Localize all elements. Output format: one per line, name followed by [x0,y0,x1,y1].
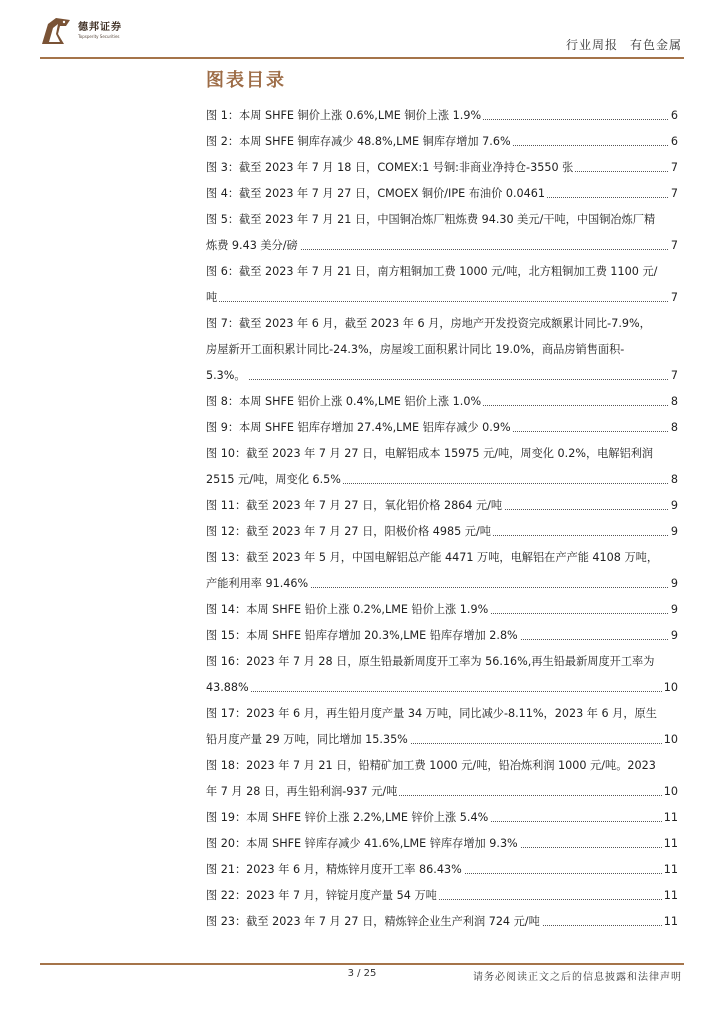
toc-entry-line [206,103,678,129]
toc-entry-text: 图 18：2023 年 7 月 21 日，铅精矿加工费 1000 元/吨，铅冶炼利润 1000 元/吨。2023 [206,759,656,772]
header-divider [40,57,684,59]
toc-entry-text: 图 23：截至 2023 年 7 月 27 日，精炼锌企业生产利润 724 元/吨 [206,915,540,928]
logo-english-name: Topsperity Securities [78,34,120,39]
toc-entry-text: 5.3%。 [206,369,246,382]
toc-entry-text: 铅月度产量 29 万吨，同比增加 15.35% [206,733,408,746]
footer-divider [40,963,684,965]
toc-entry-page: 7 [669,363,678,389]
toc-entry-text: 图 8：本周 SHFE 铝价上涨 0.4%,LME 铝价上涨 1.0% [206,395,482,408]
toc-entry-line [206,519,678,545]
toc-entry-text: 图 14：本周 SHFE 铅价上涨 0.2%,LME 铅价上涨 1.9% [206,603,489,616]
toc-entry-line [206,753,678,779]
toc-entry-page: 9 [669,597,678,623]
toc-entry-text: 图 17：2023 年 6 月，再生铅月度产量 34 万吨，同比减少-8.11%，2023 年 6 月，原生 [206,707,657,720]
toc-entry-text: 图 3：截至 2023 年 7 月 18 日，COMEX:1 号铜:非商业净持仓-3550 张 [206,161,574,174]
toc-entry-page: 8 [669,389,678,415]
toc-entry-text: 产能利用率 91.46% [206,577,309,590]
toc-entry-text: 图 2：本周 SHFE 铜库存减少 48.8%,LME 铜库存增加 7.6% [206,135,511,148]
toc-entry-text: 图 12：截至 2023 年 7 月 27 日，阳极价格 4985 元/吨 [206,525,491,538]
toc-entry-line [206,493,678,519]
toc-entry-line [206,129,678,155]
toc-entry-text: 房屋新开工面积累计同比-24.3%，房屋竣工面积累计同比 19.0%，商品房销售面积- [206,343,625,356]
toc-entry-page: 7 [669,181,678,207]
toc-entry-text: 图 5：截至 2023 年 7 月 21 日，中国铜冶炼厂粗炼费 94.30 美元/干吨，中国铜冶炼厂精 [206,213,656,226]
toc-entry-line [206,727,678,753]
page-header [0,0,724,60]
toc-entry-text: 图 19：本周 SHFE 锌价上涨 2.2%,LME 锌价上涨 5.4% [206,811,489,824]
report-category: 行业周报 [565,38,618,52]
toc-entry-text: 图 9：本周 SHFE 铝库存增加 27.4%,LME 铝库存减少 0.9% [206,421,511,434]
toc-entry-text: 炼费 9.43 美分/磅 [206,239,298,252]
toc-entry-line [206,545,678,571]
toc-entry-text: 图 20：本周 SHFE 锌库存减少 41.6%,LME 锌库存增加 9.3% [206,837,518,850]
toc-entry-page: 6 [669,129,678,155]
toc-entry-page: 8 [669,467,678,493]
toc-entry-line [206,233,678,259]
toc-entry-page: 7 [669,155,678,181]
toc-entry-page: 6 [669,103,678,129]
toc-entry-line [206,311,678,337]
toc-entry-text: 图 13：截至 2023 年 5 月，中国电解铝总产能 4471 万吨，电解铝在产产能 4108 万吨， [206,551,659,564]
toc-entry-text: 2515 元/吨，周变化 6.5% [206,473,341,486]
toc-entry-line [206,207,678,233]
toc-entry-page: 11 [662,857,678,883]
toc-entry-page: 11 [662,909,678,935]
toc-entry-line [206,363,678,389]
logo-chinese-name: 德邦证券 [78,22,122,33]
company-logo [40,16,122,46]
toc-entry-line [206,467,678,493]
horse-logo-icon [40,16,74,46]
toc-entry-page: 9 [669,493,678,519]
toc-entry-line [206,441,678,467]
toc-entry-text: 年 7 月 28 日，再生铅利润-937 元/吨 [206,785,398,798]
toc-entry-line [206,181,678,207]
header-labels [554,36,682,53]
toc-entry-text: 图 1：本周 SHFE 铜价上涨 0.6%,LME 铜价上涨 1.9% [206,109,482,122]
toc-entry-page: 9 [669,571,678,597]
toc-entry-line [206,337,678,363]
toc-entry-line [206,779,678,805]
table-of-contents [206,103,678,935]
toc-entry-page: 10 [662,727,678,753]
toc-entry-page: 8 [669,415,678,441]
toc-entry-line [206,805,678,831]
toc-entry-line [206,883,678,909]
toc-entry-line [206,909,678,935]
toc-entry-text: 图 11：截至 2023 年 7 月 27 日，氧化铝价格 2864 元/吨 [206,499,503,512]
toc-entry-line [206,597,678,623]
toc-entry-text: 图 6：截至 2023 年 7 月 21 日，南方粗铜加工费 1000 元/吨，北方粗铜加工费 1100 元/ [206,265,658,278]
toc-entry-text: 图 16：2023 年 7 月 28 日，原生铅最新周度开工率为 56.16%,再生铅最新周度开工率为 [206,655,655,668]
toc-entry-line [206,285,678,311]
toc-entry-text: 图 10：截至 2023 年 7 月 27 日，电解铝成本 15975 元/吨，周变化 0.2%，电解铝利润 [206,447,654,460]
toc-entry-page: 11 [662,805,678,831]
toc-entry-page: 10 [662,675,678,701]
toc-entry-line [206,389,678,415]
toc-entry-line [206,155,678,181]
toc-entry-page: 9 [669,519,678,545]
toc-entry-page: 10 [662,779,678,805]
toc-entry-page: 7 [669,285,678,311]
toc-entry-text: 图 21：2023 年 6 月，精炼锌月度开工率 86.43% [206,863,462,876]
toc-entry-line [206,831,678,857]
footer-disclaimer: 请务必阅读正文之后的信息披露和法律声明 [473,972,682,983]
toc-entry-page: 7 [669,233,678,259]
toc-entry-page: 11 [662,831,678,857]
report-sector: 有色金属 [629,38,682,52]
toc-entry-text: 图 7：截至 2023 年 6 月，截至 2023 年 6 月，房地产开发投资完成额累计同比-7.9%， [206,317,651,330]
toc-entry-line [206,649,678,675]
toc-entry-text: 图 4：截至 2023 年 7 月 27 日，CMOEX 铜价/IPE 布油价 0.0461 [206,187,545,200]
page-number: 3 / 25 [347,968,377,979]
toc-entry-line [206,415,678,441]
toc-entry-page: 9 [669,623,678,649]
toc-entry-line [206,701,678,727]
toc-title: 图表目录 [206,70,286,91]
toc-entry-line [206,857,678,883]
toc-entry-text: 吨 [206,291,218,304]
toc-entry-text: 43.88% [206,681,249,694]
toc-entry-line [206,571,678,597]
toc-entry-text: 图 15：本周 SHFE 铅库存增加 20.3%,LME 铅库存增加 2.8% [206,629,518,642]
toc-entry-line [206,623,678,649]
toc-entry-text: 图 22：2023 年 7 月，锌锭月度产量 54 万吨 [206,889,437,902]
toc-entry-page: 11 [662,883,678,909]
toc-entry-line [206,675,678,701]
toc-entry-line [206,259,678,285]
